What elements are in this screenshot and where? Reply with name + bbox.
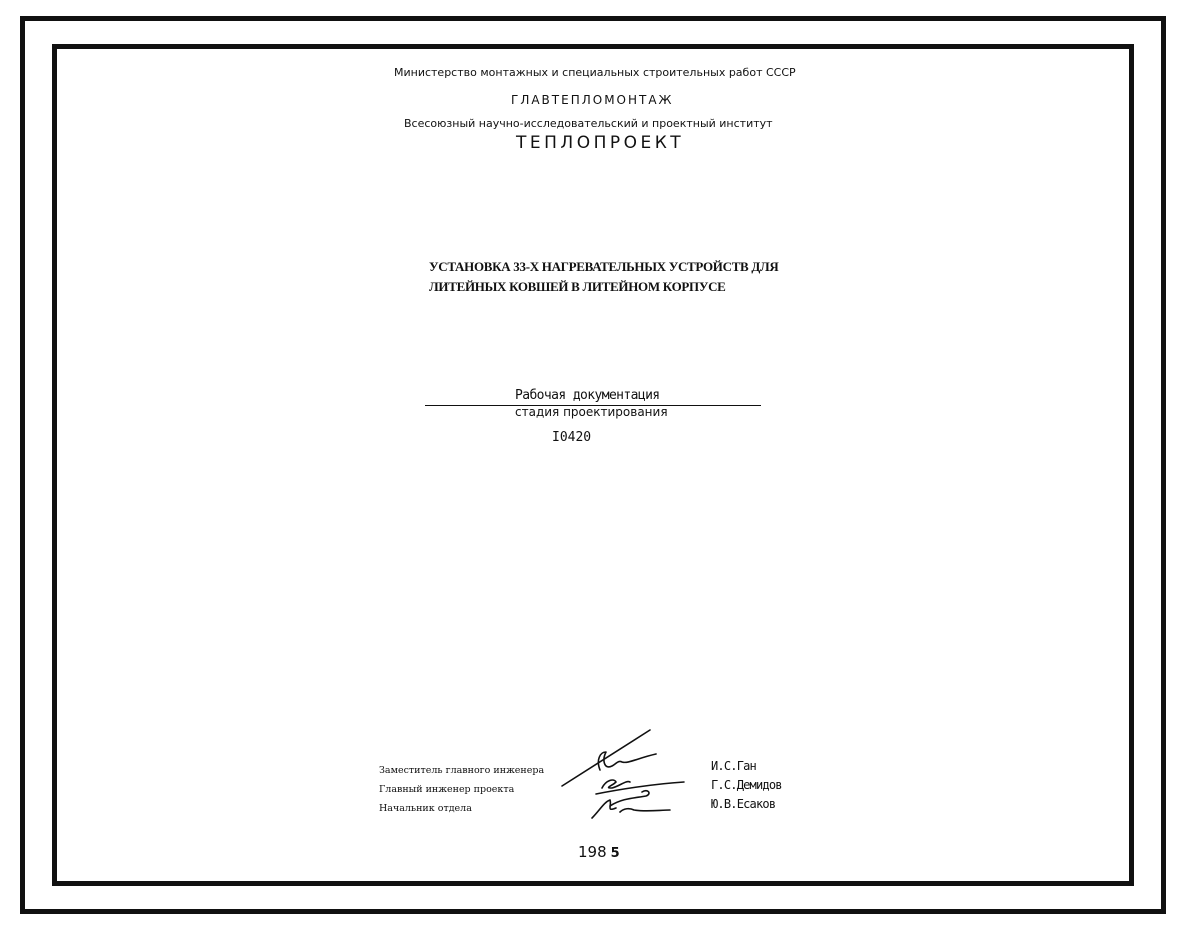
design-stage: стадия проектирования: [515, 405, 668, 419]
document-title-line-2: ЛИТЕЙНЫХ КОВШЕЙ В ЛИТЕЙНОМ КОРПУСЕ: [429, 279, 726, 294]
organization-name: ТЕПЛОПРОЕКТ: [516, 133, 685, 153]
approval-position: Главный инженер проекта: [379, 784, 515, 795]
approver-name: Г.С.Демидов: [711, 778, 782, 792]
project-code: I0420: [552, 430, 592, 445]
approver-name: И.С.Ган: [711, 759, 756, 773]
year-printed: 198: [578, 843, 607, 861]
institute-description: Всесоюзный научно-исследовательский и проектный институт: [404, 117, 773, 130]
handwritten-signatures: [556, 726, 706, 826]
glavk-name: ГЛАВТЕПЛОМОНТАЖ: [511, 93, 674, 107]
year-handwritten-digit: 5: [610, 846, 620, 861]
document-title-line-1: УСТАНОВКА 33-Х НАГРЕВАТЕЛЬНЫХ УСТРОЙСТВ ДЛЯ: [429, 259, 779, 274]
issue-year: [578, 843, 620, 861]
approval-position: Заместитель главного инженера: [379, 765, 545, 776]
approver-name: Ю.В.Есаков: [711, 797, 776, 811]
ministry-name: Министерство монтажных и специальных строительных работ СССР: [394, 66, 796, 79]
documentation-type: Рабочая документация: [515, 388, 660, 403]
approval-position: Начальник отдела: [379, 803, 472, 814]
